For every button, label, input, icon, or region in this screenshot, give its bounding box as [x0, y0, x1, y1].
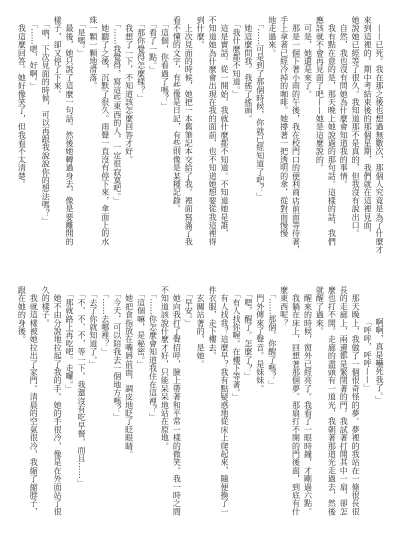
text-column: 她說她已經等了很久。我知道那不是真的，但我沒有說出口。 [351, 16, 361, 238]
text-column: 「那你覺得怎麼樣？」 [136, 16, 146, 103]
text-column: 我就這樣被她拉出了家門。清晨的空氣很冷，我縮了縮脖子， [29, 286, 39, 516]
text-column: 不知道該說什麼才好，只能呆呆地站在原地。 [160, 286, 170, 450]
top-tier [15, 16, 385, 272]
text-column: 來到這裡的。期中考結束後的那個星期，我們就在這裡見面， [363, 16, 373, 238]
text-column: 珠一顆一顆地滑落。 [88, 16, 98, 90]
text-column: 她不由分說地拉起了我的手。她的手很冷，像是在外面站了很 [53, 286, 63, 516]
text-column: 看不懂的文字，有些像是日記，有些則像是某種記錄。 [172, 16, 182, 213]
text-column: 麼東西呢？ [279, 286, 289, 327]
text-column: 「吶，下次見面的時候，可以再跟我說說你的想法嗎？」 [41, 16, 51, 226]
text-column: 有人找我？這麼早？我有點疑惑地從床上爬起來，隨便換了一 [220, 286, 230, 516]
text-column: 應該就不會再見面了吧——她是這麼說的。 [315, 16, 325, 172]
text-column: 她向我打了聲招呼，臉上帶著和平常一樣的微笑。我一時之間 [172, 286, 182, 516]
text-column: 我這麼回答。她好像笑了，但我看不太清楚。 [17, 16, 27, 189]
text-column: 「是嗎。」 [76, 16, 86, 58]
text-column: 「去了你就知道了。」 [88, 286, 98, 369]
text-column: 玄關站著的，是她。 [196, 286, 206, 368]
text-column: 那天晚上，我做了一個很奇怪的夢。夢裡的我站在一條很長很 [351, 286, 361, 516]
text-column: 「有人找你喔。在樓下等著。」 [231, 286, 241, 401]
text-column: 「……你怎麼會知道我住在這裡？」 [148, 286, 158, 422]
text-column: 「……可是到了那個時候，你就已經知道了吧？」 [255, 16, 265, 201]
text-column: 我躺在床上，回想著那個夢。那扇打不開的門後面，到底有什 [291, 286, 301, 516]
text-column: 麼也打不開。走廊的盡頭有一道光，我朝著那道光走過去，然後 [327, 286, 337, 516]
text-column: 長的走廊上，兩邊都是緊閉著的門。我試著打開其中一扇，卻怎 [339, 286, 349, 516]
text-column: 她聽了之後，沉默了很久。雨聲一直沒有停下來，傘面上的水 [100, 16, 110, 246]
text-column: 「……嗯，好啊。」 [29, 16, 39, 90]
text-column: 件衣服，走下樓去。 [208, 286, 218, 360]
text-column: 她把食指放在嘴唇前面，調皮地眨了眨眼睛。 [124, 286, 134, 459]
text-column: 跟在她的身後。 [17, 286, 27, 344]
text-column: 「早安。」 [184, 286, 194, 328]
text-column: 可是，她還是來了。 [303, 16, 313, 98]
text-column: 「今天，可以陪我去一個地方嗎？」 [112, 286, 122, 422]
text-column: 「……我覺得，寫這些東西的人，一定很寂寞吧。」 [112, 16, 122, 205]
text-column: 那是一個下著小雨的午後，我在校門口的便利商店前面等待著， [291, 16, 301, 254]
text-column: 手上拿著已經冷掉的咖啡。她撐著一把透明的傘，從對面慢慢 [279, 16, 289, 238]
text-column: 「呼呼，呼呼——」 [363, 318, 373, 392]
text-column: 上次見面的時候，她把一本舊筆記本交給了我。裡面寫滿了我 [184, 16, 194, 246]
text-column: 「這個嘛，是秘密。」 [136, 286, 146, 369]
bottom-tier [15, 286, 385, 542]
text-column: 我有點在意的是，那天晚上她說過的那句話。這樣的話，我們 [327, 16, 337, 246]
text-column: 「這個，你看過了嗎？」 [160, 16, 170, 111]
text-column: 「……去哪裡？」 [100, 286, 110, 356]
text-column: 最後，她只說了這麼一句話。然後她轉過身去，像是要離開的 [65, 16, 75, 246]
text-column: 久的樣子。 [41, 286, 51, 327]
text-column: 這是實話。從一開始，我就什麼都不知道。不知道她是誰， [220, 16, 230, 238]
text-column: 樣子，卻又停了下來。 [53, 16, 63, 98]
text-column: 她這麼問我。我搖了搖頭。 [243, 16, 253, 123]
text-column: 門外傳來了聲音。是妹妹。 [255, 286, 265, 393]
text-column: 「那就路上再吃吧。走囉。」 [65, 286, 75, 393]
text-column: 「看了一點。」 [148, 16, 158, 74]
text-column: 「我什麼都不知道。」 [231, 16, 241, 99]
text-column: 就醒了過來。 [315, 286, 325, 336]
text-column: 啊啊，真是嚇死我了。」 [375, 318, 384, 405]
text-column: 自然，我也沒有問她為什麼會知道我的事情。 [339, 16, 349, 189]
text-column: 不知道她為什麼會出現在我的面前，也不知道她想要從我這裡得 [208, 16, 218, 246]
text-column: 「……那個，你醒了嗎？」 [267, 286, 277, 389]
text-column: 我想了一下，不知道該怎麼回答才好。 [124, 16, 134, 164]
text-column: 地走過來。 [267, 16, 277, 57]
text-column: 「嗯，醒了。怎麼了？」 [243, 286, 253, 381]
text-column: 醒來的時候，窗外已經亮了。我看了一眼時鐘，才剛過六點。 [303, 286, 313, 516]
text-column: ——已死。我在那之後也想過無數次，那個人究竟是為了什麼才 [375, 16, 384, 254]
text-column: 到什麼。 [196, 16, 206, 49]
text-column: 「不、不、不，等一下，我還沒有吃早餐，而且……」 [76, 286, 86, 487]
